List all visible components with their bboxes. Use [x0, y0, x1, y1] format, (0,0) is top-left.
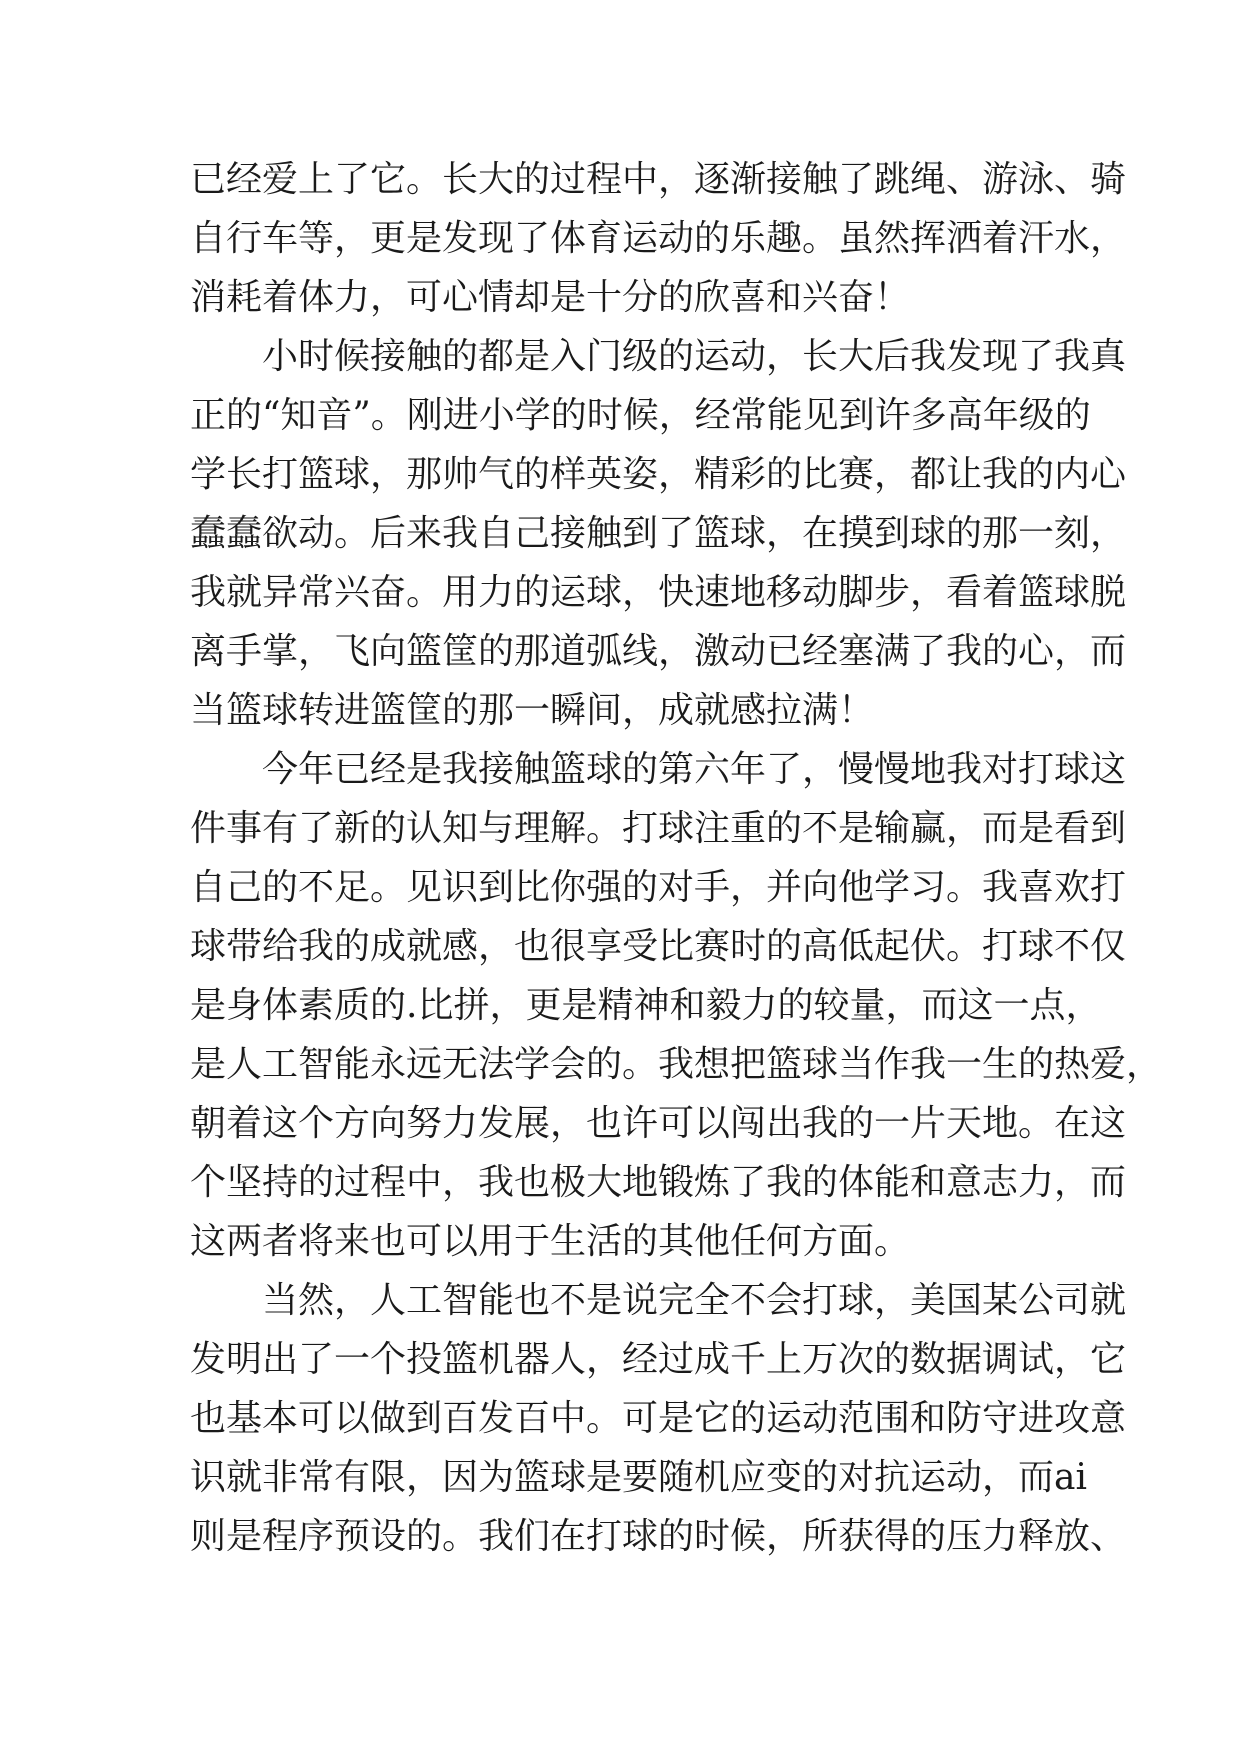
text-line: 消耗着体力，可心情却是十分的欣喜和兴奋！	[190, 277, 911, 318]
text-line: 蠢蠢欲动。后来我自己接触到了篮球，在摸到球的那一刻，	[190, 513, 1127, 554]
text-line: 已经爱上了它。长大的过程中，逐渐接触了跳绳、游泳、骑	[190, 159, 1127, 200]
text-line: 学长打篮球，那帅气的样英姿，精彩的比赛，都让我的内心	[190, 454, 1127, 495]
body-text	[190, 150, 1163, 1566]
paragraph-first-line: 小时候接触的都是入门级的运动，长大后我发现了我真	[262, 336, 1127, 377]
text-line: 也基本可以做到百发百中。可是它的运动范围和防守进攻意	[190, 1398, 1127, 1439]
text-line: 我就异常兴奋。用力的运球，快速地移动脚步，看着篮球脱	[190, 572, 1127, 613]
text-line: 是人工智能永远无法学会的。我想把篮球当作我一生的热爱，	[190, 1044, 1163, 1085]
text-line: 当篮球转进篮筐的那一瞬间，成就感拉满！	[190, 690, 875, 731]
text-line: 个坚持的过程中，我也极大地锻炼了我的体能和意志力，而	[190, 1162, 1127, 1203]
text-line: 识就非常有限，因为篮球是要随机应变的对抗运动，而ai	[190, 1457, 1087, 1498]
text-line: 发明出了一个投篮机器人，经过成千上万次的数据调试，它	[190, 1339, 1127, 1380]
text-line: 自己的不足。见识到比你强的对手，并向他学习。我喜欢打	[190, 867, 1127, 908]
text-line: 件事有了新的认知与理解。打球注重的不是输赢，而是看到	[190, 808, 1127, 849]
text-line: 自行车等，更是发现了体育运动的乐趣。虽然挥洒着汗水，	[190, 218, 1127, 259]
paragraph-first-line: 当然，人工智能也不是说完全不会打球，美国某公司就	[262, 1280, 1127, 1321]
paragraph-first-line: 今年已经是我接触篮球的第六年了，慢慢地我对打球这	[262, 749, 1127, 790]
text-line: 这两者将来也可以用于生活的其他任何方面。	[190, 1221, 911, 1262]
text-line: 离手掌，飞向篮筐的那道弧线，激动已经塞满了我的心，而	[190, 631, 1127, 672]
text-line: 正的“知音”。刚进小学的时候，经常能见到许多高年级的	[190, 395, 1091, 436]
text-line: 则是程序预设的。我们在打球的时候，所获得的压力释放、	[190, 1516, 1127, 1557]
text-line: 是身体素质的.比拼，更是精神和毅力的较量，而这一点，	[190, 985, 1102, 1026]
text-line: 朝着这个方向努力发展，也许可以闯出我的一片天地。在这	[190, 1103, 1127, 1144]
text-line: 球带给我的成就感，也很享受比赛时的高低起伏。打球不仅	[190, 926, 1127, 967]
